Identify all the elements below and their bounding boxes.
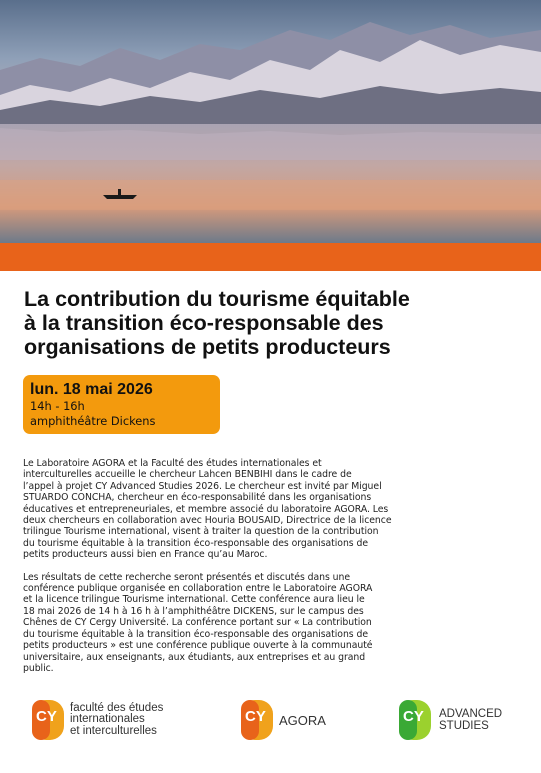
description-paragraph-1: Le Laboratoire AGORA et la Faculté des études internationales et interculturelles accueille le chercheur Lahcen BENBIHI dans le cadre de l’appel à projet CY Advanced Studies 2026. Le chercheur est invité par Miguel STUARDO CONCHA, chercheur en éco-responsabilité dans les organisations éducatives et entrepreneuriales, et membre associé du laboratoire AGORA. Les deux chercheurs en collaboration avec Houria BOUSAID, Directrice de la licence trilingue Tourisme international, visent à traiter la question de la contribution du tourisme équitable à la transition éco-responsable des organisations de petits producteurs aussi bien en France qu’au Maroc. xyxy=(23,458,392,561)
hero-photo xyxy=(0,0,541,243)
event-time: 14h - 16h xyxy=(30,399,85,413)
logo-agora-text: AGORA xyxy=(279,712,326,728)
logo-advanced-text: ADVANCED STUDIES xyxy=(439,708,503,732)
logo-faculty-text: faculté des études internationales et interculturelles xyxy=(70,701,164,737)
logo-mark: CY xyxy=(245,708,266,725)
event-location: amphithéâtre Dickens xyxy=(30,414,156,428)
logo-advanced-studies xyxy=(395,698,502,742)
partner-logos xyxy=(0,696,541,756)
logo-agora xyxy=(237,698,326,742)
event-info-box xyxy=(23,375,220,434)
event-title: La contribution du tourisme équitable à la transition éco-responsable des organisations de petits producteurs xyxy=(24,287,410,359)
accent-band xyxy=(0,243,541,271)
logo-mark: CY xyxy=(403,708,424,725)
event-description xyxy=(23,458,423,685)
description-paragraph-2: Les résultats de cette recherche seront présentés et discutés dans une conférence publique organisée en collaboration entre le Laboratoire AGORA et la licence trilingue Tourisme international. Cette conférence aura lieu le 18 mai 2026 de 14 h à 16 h à l’amphithéâtre DICKENS, sur le campus des Chênes de CY Cergy Université. La conférence portant sur « La contribution du tourisme équitable à la transition éco-responsable des organisations de petits producteurs » est une conférence publique ouverte à la communauté universitaire, aux enseignants, aux étudiants, aux entreprises et au grand public. xyxy=(23,571,373,674)
logo-faculty xyxy=(28,698,163,742)
logo-mark: CY xyxy=(36,708,57,725)
event-date: lun. 18 mai 2026 xyxy=(30,381,153,398)
